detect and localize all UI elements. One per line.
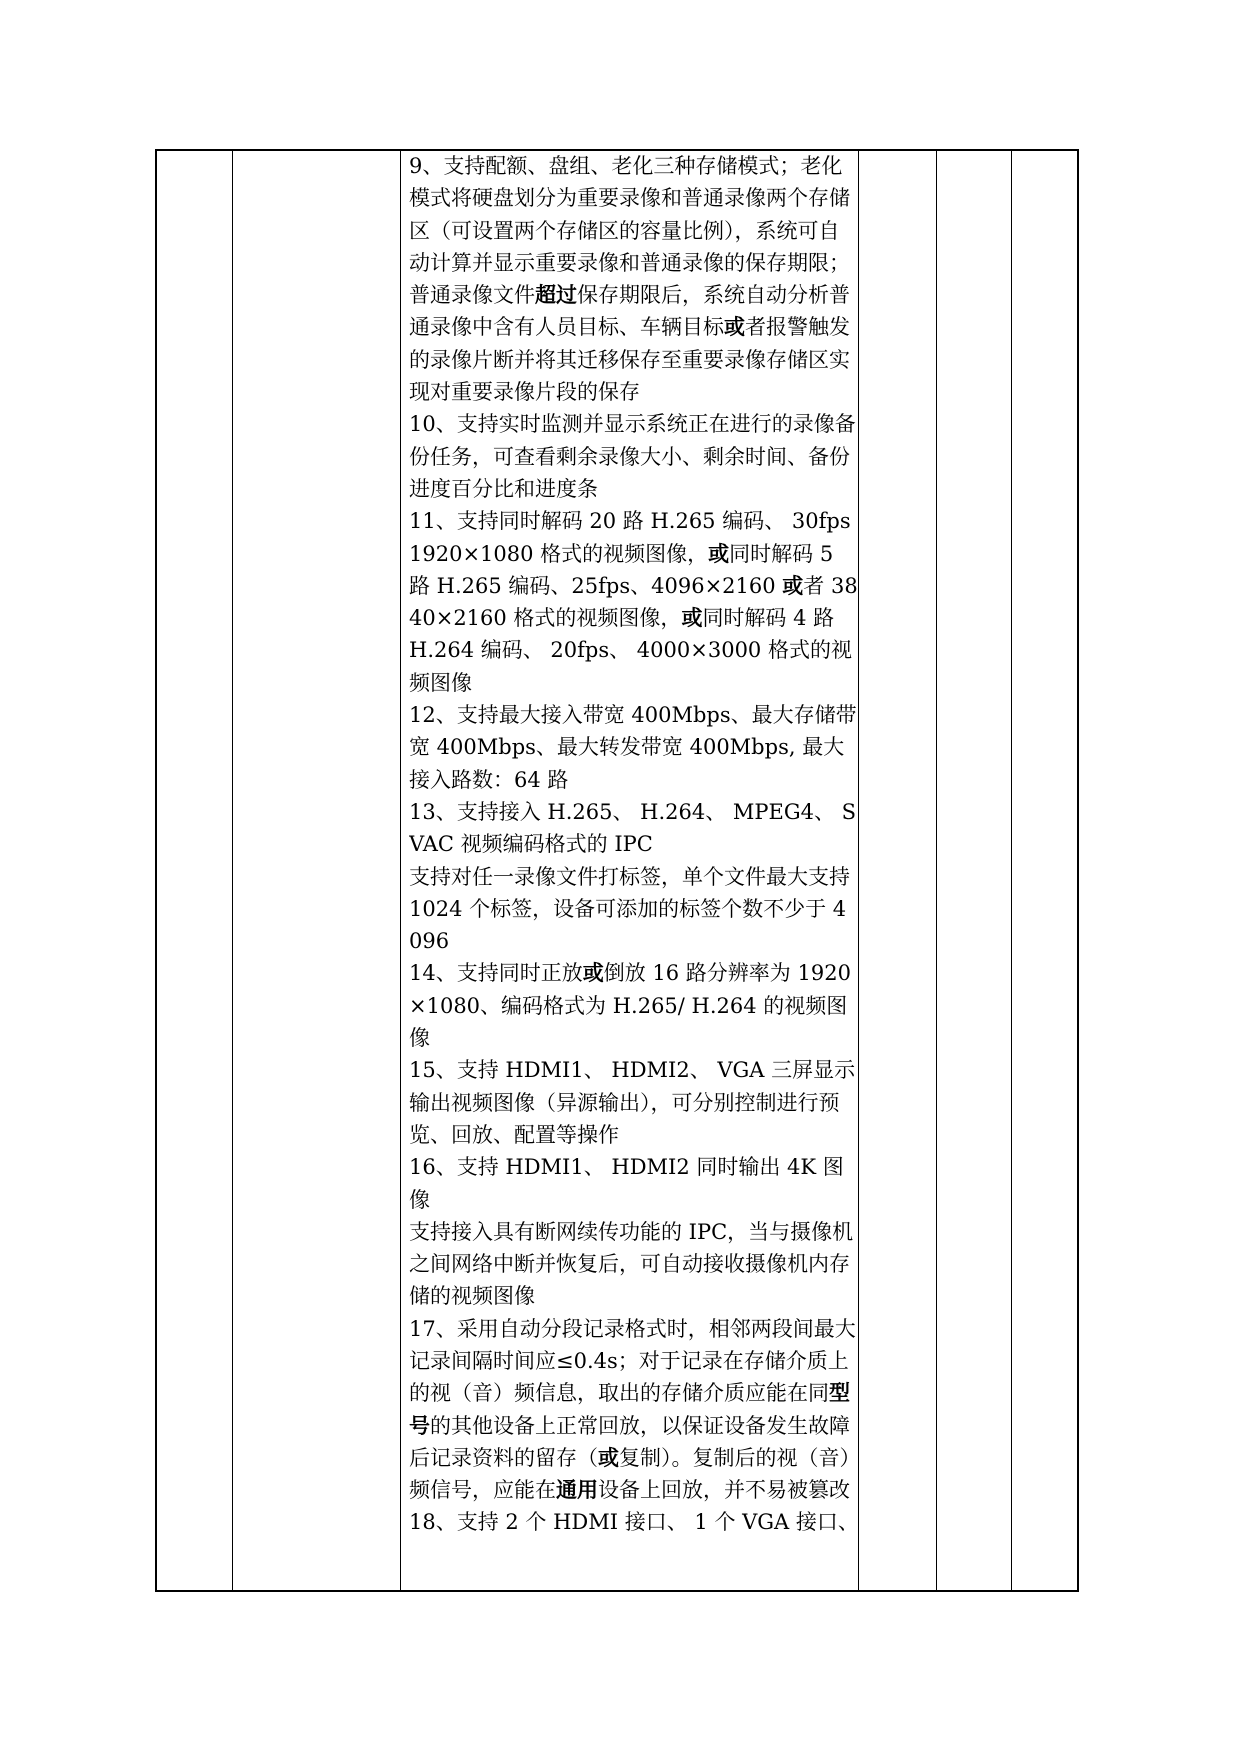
column-divider <box>400 149 401 1592</box>
text-segment: 17、采用自动分段记录格式时，相邻两段间最大记录间隔时间应≤0.4s；对于记录在存储介质上的视（音）频信息，取出的存储介质应能在同 <box>409 1316 856 1406</box>
spec-paragraph <box>409 1216 859 1313</box>
bold-text: 或 <box>598 1444 619 1470</box>
specification-cell <box>409 150 859 1590</box>
text-segment: 9、支持配额、盘组、老化三种存储模式；老化模式将硬盘划分为重要录像和普通录像两个存储区（可设置两个存储区的容量比例），系统可自动计算并显示重要录像和普通录像的保存期限；普通录像文件 <box>409 154 850 308</box>
spec-paragraph <box>409 408 859 505</box>
spec-paragraph <box>409 861 859 958</box>
text-segment: 设备上回放，并不易被篡改 <box>598 1478 850 1503</box>
text-segment: 18、支持 2 个 HDMI 接口、 1 个 VGA 接口、 <box>409 1510 859 1535</box>
text-segment: 10、支持实时监测并显示系统正在进行的录像备份任务，可查看剩余录像大小、剩余时间、备份进度百分比和进度条 <box>409 412 856 501</box>
bold-text: 或 <box>681 605 703 631</box>
text-segment: 16、支持 HDMI1、 HDMI2 同时输出 4K 图像 <box>409 1155 844 1212</box>
spec-paragraph <box>409 1313 859 1507</box>
text-segment: 保存期限后，系统自动分析普通录像中含有人员目标、车辆目标 <box>409 283 850 340</box>
bold-text: 通用 <box>556 1477 598 1503</box>
spec-paragraph <box>409 699 859 796</box>
text-segment: 支持对任一录像文件打标签，单个文件最大支持 1024 个标签，设备可添加的标签个数不少于 4096 <box>409 864 850 954</box>
text-segment: 者 3840×2160 格式的视频图像， <box>409 573 858 631</box>
text-segment: 14、支持同时正放 <box>409 961 583 986</box>
text-segment: 的其他设备上正常回放，以保证设备发生故障后记录资料的留存（ <box>409 1413 850 1470</box>
text-segment: 倒放 16 路分辨率为 1920×1080、编码格式为 H.265/ H.264 的视频图像 <box>409 961 851 1051</box>
text-segment: 同时解码 5 路 H.265 编码、25fps、4096×2160 <box>409 541 834 598</box>
table-border-right <box>1077 149 1079 1592</box>
text-segment: 11、支持同时解码 20 路 H.265 编码、 30fps 1920×1080 格式的视频图像， <box>409 509 851 566</box>
bold-text: 或 <box>782 572 804 598</box>
spec-paragraph <box>409 1054 859 1151</box>
column-divider <box>936 149 937 1592</box>
spec-paragraph <box>409 505 859 699</box>
bold-text: 或 <box>582 960 604 986</box>
spec-paragraph <box>409 1151 859 1216</box>
bold-text: 超过 <box>535 282 577 308</box>
text-segment: 者报警触发的录像片断并将其迁移保存至重要录像存储区实现对重要录像片段的保存 <box>409 315 850 405</box>
spec-paragraph <box>409 796 859 861</box>
spec-paragraph <box>409 150 859 408</box>
column-divider <box>1011 149 1012 1592</box>
text-segment: 15、支持 HDMI1、 HDMI2、 VGA 三屏显示输出视频图像（异源输出），可分别控制进行预览、回放、配置等操作 <box>409 1058 856 1147</box>
bold-text: 型号 <box>409 1380 850 1438</box>
text-segment: 复制）。复制后的视（音）频信号，应能在 <box>409 1445 850 1503</box>
text-segment: 13、支持接入 H.265、 H.264、 MPEG4、 SVAC 视频编码格式的 IPC <box>409 799 857 857</box>
table-border-left <box>155 149 157 1592</box>
bold-text: 或 <box>724 314 745 340</box>
text-segment: 同时解码 4 路 H.264 编码、 20fps、 4000×3000 格式的视频图像 <box>409 606 852 695</box>
spec-paragraph <box>409 1506 859 1538</box>
column-divider <box>232 149 233 1592</box>
table-border-bottom <box>155 1590 1079 1592</box>
spec-paragraph <box>409 957 859 1054</box>
text-segment: 12、支持最大接入带宽 400Mbps、最大存储带宽 400Mbps、最大转发带宽 400Mbps, 最大接入路数：64 路 <box>409 703 857 792</box>
text-segment: 支持接入具有断网续传功能的 IPC，当与摄像机之间网络中断并恢复后，可自动接收摄像机内存储的视频图像 <box>409 1219 854 1309</box>
bold-text: 或 <box>708 540 730 566</box>
